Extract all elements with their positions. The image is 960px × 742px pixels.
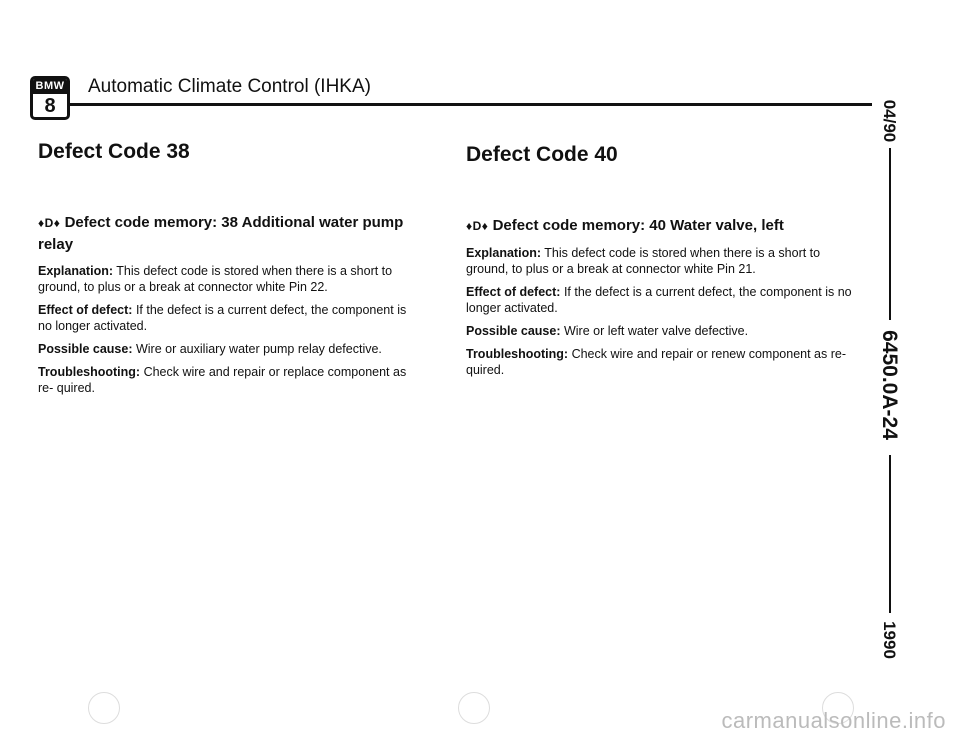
logo-series: 8 <box>44 95 56 117</box>
page-reference: 6450.0A-24 <box>878 330 901 440</box>
explanation-paragraph <box>466 245 852 277</box>
explanation-text: This defect code is stored when there is a short to ground, to plus or a break at connector white Pin 21. <box>466 246 821 276</box>
troubleshooting-paragraph <box>38 364 410 396</box>
explanation-paragraph <box>38 263 410 295</box>
troubleshooting-paragraph <box>466 346 852 378</box>
diagnosis-marker: ♦D♦ <box>38 216 61 230</box>
revision-date: 04/90 <box>880 99 899 143</box>
defect-memory-heading <box>466 215 852 237</box>
troubleshooting-label: Troubleshooting: <box>466 347 569 361</box>
explanation-text: This defect code is stored when there is a short to ground, to plus or a break at connector white Pin 22. <box>38 264 393 294</box>
binder-hole-mark <box>458 692 490 724</box>
effect-label: Effect of defect: <box>38 303 133 317</box>
diagnosis-marker: ♦D♦ <box>466 219 489 233</box>
bmw-8-logo <box>30 76 70 120</box>
cause-label: Possible cause: <box>38 342 133 356</box>
defect-memory-heading <box>38 212 410 255</box>
cause-text: Wire or auxiliary water pump relay defective. <box>135 342 382 356</box>
effect-text: If the defect is a current defect, the component is no longer activated. <box>466 285 852 315</box>
site-watermark: carmanualsonline.info <box>721 708 946 733</box>
troubleshooting-text: Check wire and repair or renew component as re- quired. <box>466 347 846 377</box>
defect-code-40-body <box>466 215 852 385</box>
binder-hole-mark <box>88 692 120 724</box>
troubleshooting-text: Check wire and repair or replace component as re- quired. <box>38 365 407 395</box>
effect-label: Effect of defect: <box>466 285 561 299</box>
defect-code-40-title: Defect Code 40 <box>466 143 618 166</box>
defect-memory-text: Defect code memory: 38 Additional water pump relay <box>38 214 404 253</box>
effect-paragraph <box>38 302 410 334</box>
defect-code-38-title: Defect Code 38 <box>38 140 190 163</box>
cause-paragraph <box>38 341 410 357</box>
manual-section-title: Automatic Climate Control (IHKA) <box>88 76 371 97</box>
header-divider <box>70 103 872 106</box>
defect-code-38-body <box>38 212 410 403</box>
publication-year: 1990 <box>880 621 899 659</box>
logo-brand: BMW <box>33 79 67 94</box>
troubleshooting-label: Troubleshooting: <box>38 365 141 379</box>
cause-label: Possible cause: <box>466 324 561 338</box>
cause-paragraph <box>466 323 852 339</box>
explanation-label: Explanation: <box>466 246 542 260</box>
effect-text: If the defect is a current defect, the component is no longer activated. <box>38 303 407 333</box>
margin-rule <box>889 148 891 320</box>
explanation-label: Explanation: <box>38 264 114 278</box>
defect-memory-text: Defect code memory: 40 Water valve, left <box>492 217 784 234</box>
effect-paragraph <box>466 284 852 316</box>
cause-text: Wire or left water valve defective. <box>563 324 749 338</box>
